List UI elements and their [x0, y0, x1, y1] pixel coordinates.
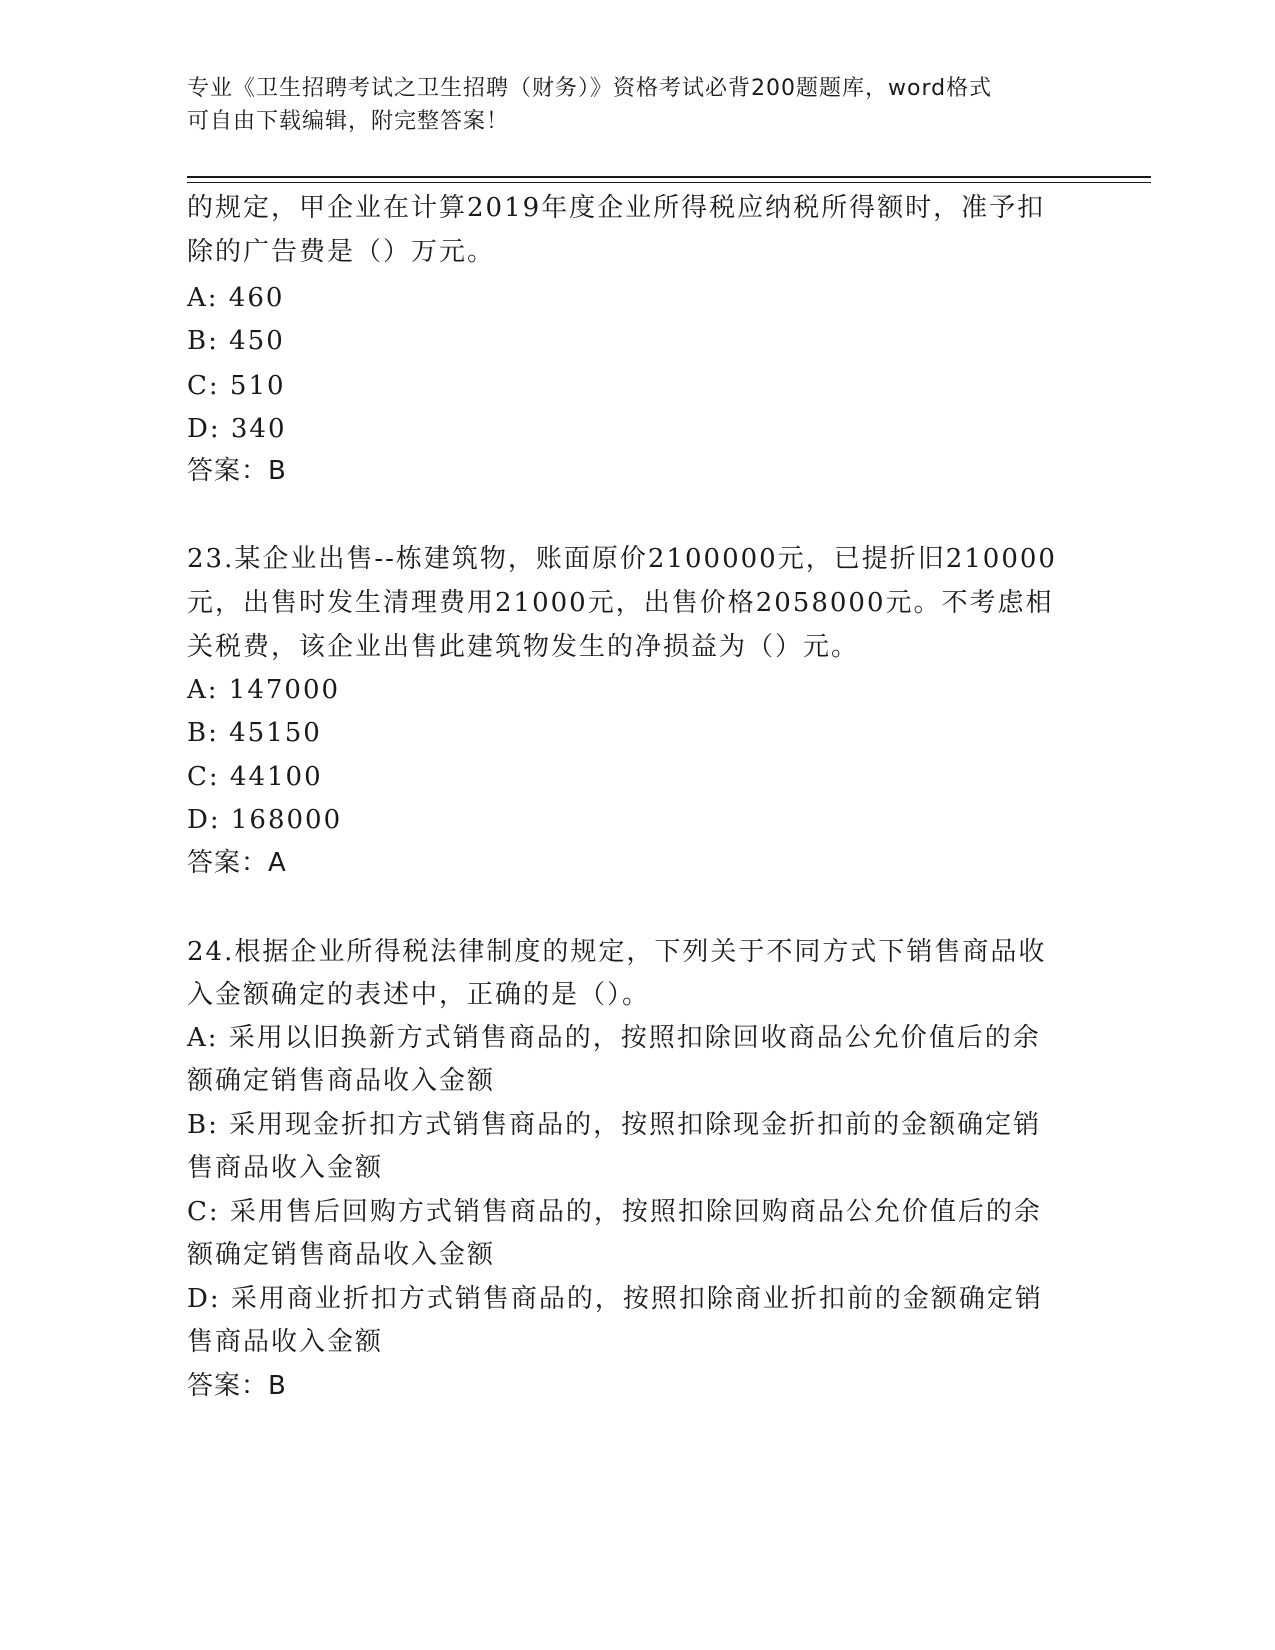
option-d-continued: 售商品收入金额 — [187, 1327, 384, 1357]
option-a: A: 采用以旧换新方式销售商品的，按照扣除回收商品公允价值后的余 — [187, 1023, 1041, 1053]
header-line-1: 专业《卫生招聘考试之卫生招聘（财务）》资格考试必背200题题库，word格式 — [187, 76, 993, 101]
question-stem-line: 除的广告费是（）万元。 — [187, 237, 496, 267]
option-a: A: 460 — [187, 283, 285, 313]
option-d: D: 168000 — [187, 805, 343, 835]
option-b: B: 45150 — [187, 718, 322, 748]
question-stem-line: 24.根据企业所得税法律制度的规定，下列关于不同方式下销售商品收 — [187, 937, 1047, 967]
option-b: B: 采用现金折扣方式销售商品的，按照扣除现金折扣前的金额确定销 — [187, 1110, 1042, 1140]
header-line-2: 可自由下载编辑，附完整答案！ — [187, 109, 510, 134]
question-stem-line: 入金额确定的表述中，正确的是（）。 — [187, 980, 651, 1010]
header-divider-thick — [187, 176, 1151, 178]
option-c: C: 44100 — [187, 762, 323, 792]
question-stem-line: 关税费，该企业出售此建筑物发生的净损益为（）元。 — [187, 632, 860, 662]
option-c: C: 采用售后回购方式销售商品的，按照扣除回购商品公允价值后的余 — [187, 1197, 1042, 1227]
question-stem-line: 的规定，甲企业在计算2019年度企业所得税应纳税所得额时，准予扣 — [187, 193, 1046, 223]
option-c: C: 510 — [187, 371, 286, 401]
header-divider-thin — [187, 182, 1151, 183]
option-a-continued: 额确定销售商品收入金额 — [187, 1066, 496, 1096]
page-header — [187, 72, 1087, 138]
option-a: A: 147000 — [187, 675, 341, 705]
option-b-continued: 售商品收入金额 — [187, 1153, 384, 1183]
option-c-continued: 额确定销售商品收入金额 — [187, 1240, 496, 1270]
question-stem-line: 元，出售时发生清理费用21000元，出售价格2058000元。不考虑相 — [187, 588, 1054, 618]
option-b: B: 450 — [187, 326, 285, 356]
option-d: D: 采用商业折扣方式销售商品的，按照扣除商业折扣前的金额确定销 — [187, 1284, 1043, 1314]
answer-label: 答案：B — [187, 456, 287, 486]
question-stem-line: 23.某企业出售--栋建筑物，账面原价2100000元，已提折旧210000 — [187, 544, 1057, 574]
option-d: D: 340 — [187, 414, 287, 444]
answer-label: 答案：A — [187, 848, 287, 878]
answer-label: 答案：B — [187, 1371, 287, 1401]
